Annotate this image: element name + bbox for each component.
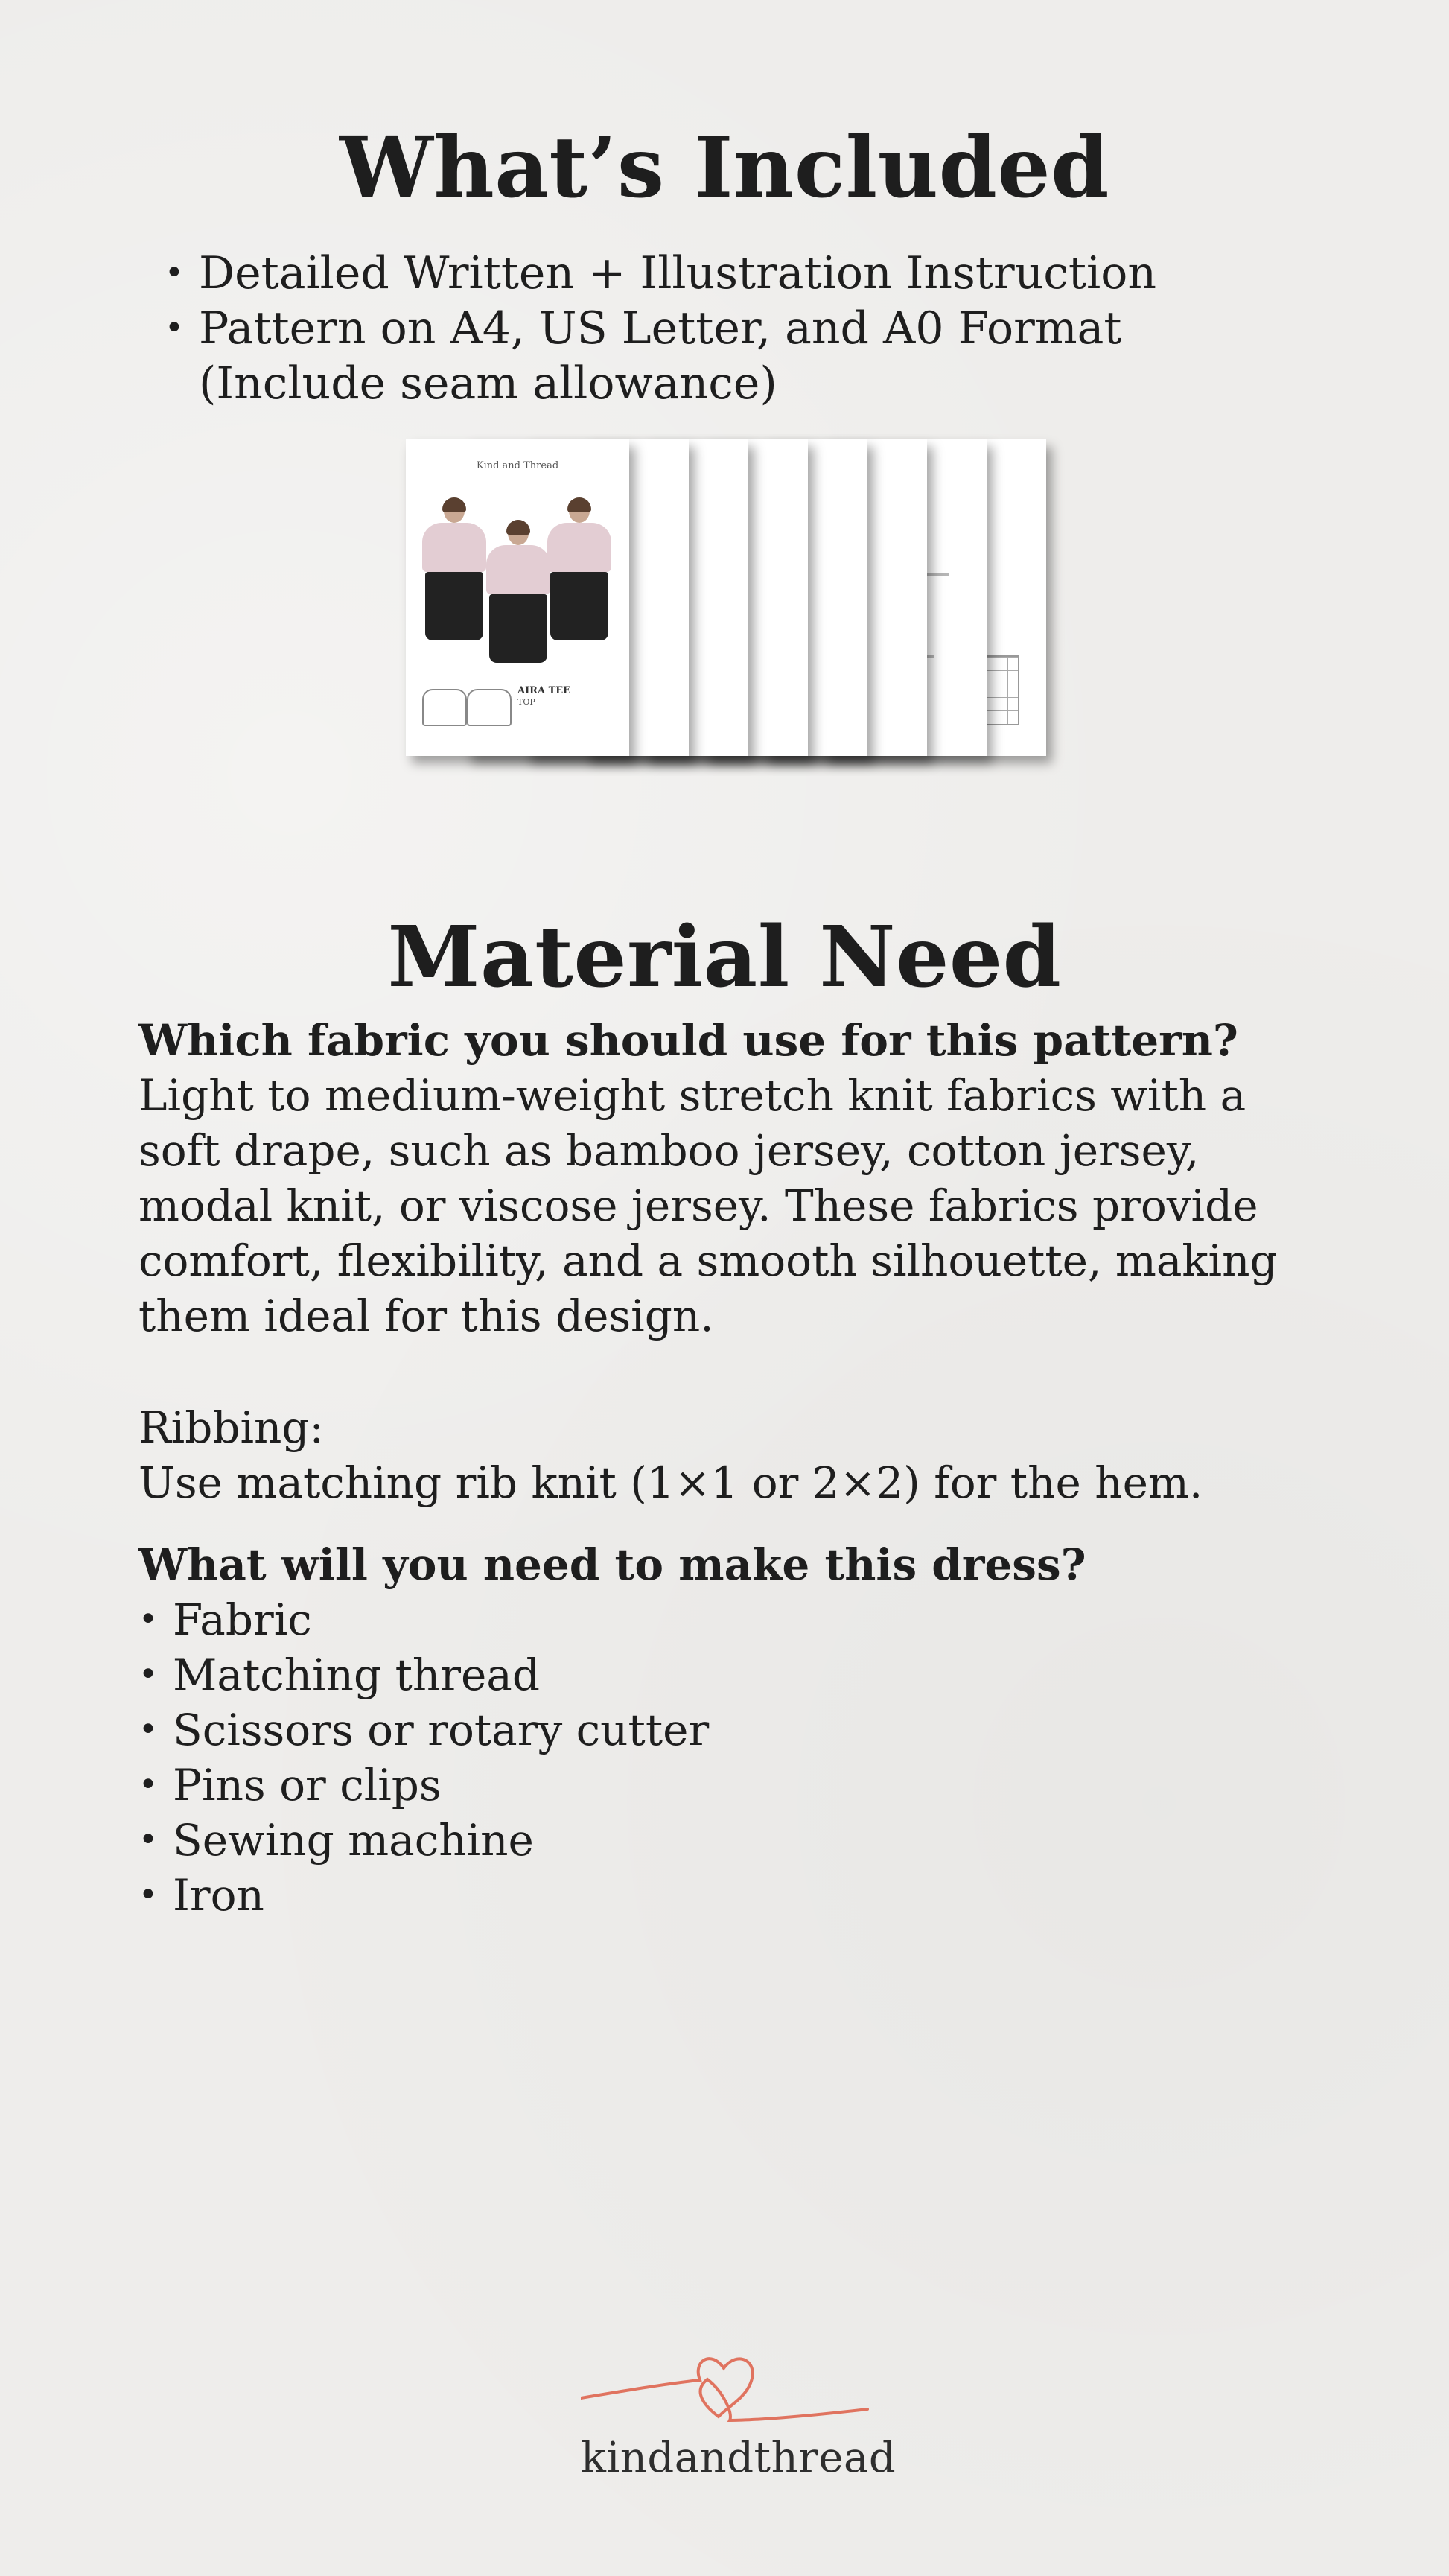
bullet-icon: • xyxy=(165,254,184,292)
list-item xyxy=(165,301,1256,411)
list-item-text: Matching thread xyxy=(173,1650,540,1700)
list-item xyxy=(138,1592,709,1647)
fabric-question: Which fabric you should use for this pattern? xyxy=(138,1015,1238,1066)
pattern-preview-image xyxy=(406,439,1046,760)
list-item-text: Iron xyxy=(173,1870,264,1921)
model-figure xyxy=(486,521,550,663)
bullet-icon: • xyxy=(138,1821,158,1859)
bullet-icon: • xyxy=(138,1656,158,1694)
model-figure xyxy=(547,499,611,640)
list-item xyxy=(138,1868,709,1923)
brand-logo xyxy=(581,2346,897,2495)
bullet-icon: • xyxy=(165,309,184,347)
bullet-icon: • xyxy=(138,1600,158,1638)
fabric-answer: Light to medium-weight stretch knit fabrics with a soft drape, such as bamboo jersey, cotton jersey, modal knit, or viscose jersey. These fabrics provide comfort, flexibility, and a smooth silhouette, making them ideal for this design. xyxy=(138,1070,1278,1341)
list-item xyxy=(138,1813,709,1868)
list-item-text: Pins or clips xyxy=(173,1760,442,1810)
list-item xyxy=(165,246,1256,301)
cover-product-name: AIRA TEE xyxy=(518,685,571,696)
logo-text: kindandthread xyxy=(581,2434,897,2482)
list-item-text: Pattern on A4, US Letter, and A0 Format (Include seam allowance) xyxy=(199,302,1122,410)
bullet-icon: • xyxy=(138,1766,158,1804)
list-item-text: Detailed Written + Illustration Instruction xyxy=(199,247,1156,299)
list-item-text: Fabric xyxy=(173,1594,312,1645)
tee-back-sketch xyxy=(467,689,512,726)
tee-front-sketch xyxy=(422,689,467,726)
cover-brand: Kind and Thread xyxy=(476,460,559,471)
list-item xyxy=(138,1647,709,1702)
bullet-icon: • xyxy=(138,1876,158,1914)
tools-question: What will you need to make this dress? xyxy=(138,1539,1086,1590)
model-figure xyxy=(422,499,486,640)
ribbing-text: Use matching rib knit (1×1 or 2×2) for the hem. xyxy=(138,1457,1203,1508)
list-item-text: Scissors or rotary cutter xyxy=(173,1705,710,1755)
tools-list xyxy=(138,1592,710,1923)
bullet-icon: • xyxy=(138,1711,158,1749)
included-title: What’s Included xyxy=(340,119,1109,217)
list-item xyxy=(138,1702,710,1758)
cover-product-type: TOP xyxy=(518,697,535,707)
thread-heart-icon xyxy=(581,2346,871,2443)
list-item xyxy=(138,1758,709,1813)
list-item-text: Sewing machine xyxy=(173,1815,534,1866)
pattern-cover-page xyxy=(406,439,629,756)
ribbing-label: Ribbing: xyxy=(138,1402,325,1453)
material-title: Material Need xyxy=(387,909,1062,1006)
included-list xyxy=(165,246,1256,411)
